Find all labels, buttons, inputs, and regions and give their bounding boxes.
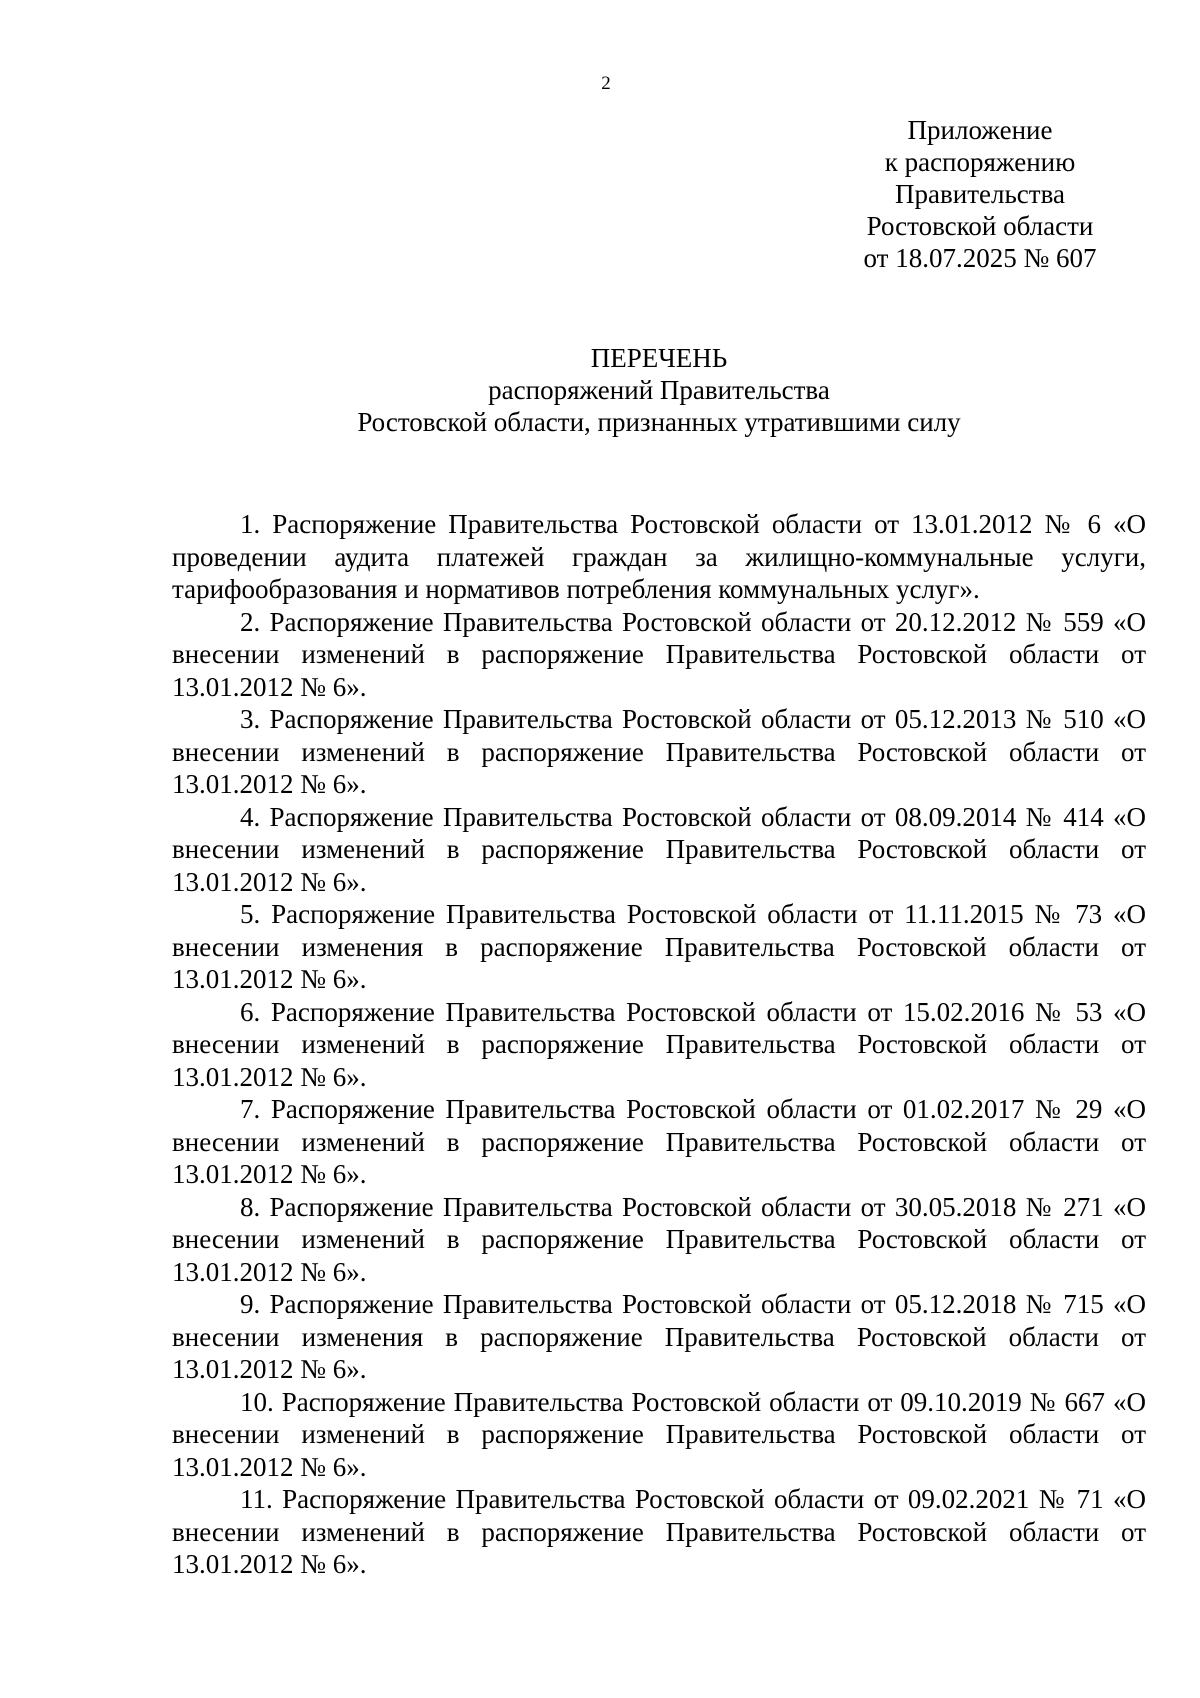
list-of-orders: [172, 508, 1146, 1581]
list-item: 7. Распоряжение Правительства Ростовской области от 01.02.2017 № 29 «О внесении изменений в распоряжение Правительства Ростовской области от 13.01.2012 № 6».: [172, 1094, 1146, 1189]
appendix-header: [830, 114, 1130, 274]
list-item: 3. Распоряжение Правительства Ростовской области от 05.12.2013 № 510 «О внесении изменений в распоряжение Правительства Ростовской области от 13.01.2012 № 6».: [172, 704, 1146, 799]
title-line-3: Ростовской области, признанных утратившими силу: [357, 407, 961, 437]
list-item: 1. Распоряжение Правительства Ростовской области от 13.01.2012 № 6 «О проведении аудита платежей граждан за жилищно-коммунальные услуги, тарифообразования и нормативов потребления коммунальных услуг».: [172, 509, 1146, 604]
list-item: 10. Распоряжение Правительства Ростовской области от 09.10.2019 № 667 «О внесении изменений в распоряжение Правительства Ростовской области от 13.01.2012 № 6».: [172, 1386, 1146, 1482]
title-heading: ПЕРЕЧЕНЬ: [590, 343, 728, 373]
appendix-line-4: Ростовской области: [866, 211, 1094, 241]
document-title: [170, 342, 1148, 438]
title-line-2: распоряжений Правительства: [488, 375, 830, 405]
list-item: 2. Распоряжение Правительства Ростовской области от 20.12.2012 № 559 «О внесении изменений в распоряжение Правительства Ростовской области от 13.01.2012 № 6».: [172, 606, 1146, 702]
list-item: 6. Распоряжение Правительства Ростовской области от 15.02.2016 № 53 «О внесении изменений в распоряжение Правительства Ростовской области от 13.01.2012 № 6».: [172, 996, 1146, 1092]
list-item: 4. Распоряжение Правительства Ростовской области от 08.09.2014 № 414 «О внесении изменений в распоряжение Правительства Ростовской области от 13.01.2012 № 6».: [172, 801, 1146, 897]
appendix-line-5: от 18.07.2025 № 607: [863, 243, 1097, 273]
appendix-line-3: Правительства: [895, 179, 1065, 209]
appendix-line-1: Приложение: [907, 115, 1053, 145]
page-number: 2: [601, 73, 611, 94]
list-item: 8. Распоряжение Правительства Ростовской области от 30.05.2018 № 271 «О внесении изменений в распоряжение Правительства Ростовской области от 13.01.2012 № 6».: [172, 1191, 1146, 1287]
appendix-line-2: к распоряжению: [884, 147, 1076, 177]
list-item: 5. Распоряжение Правительства Ростовской области от 11.11.2015 № 73 «О внесении изменения в распоряжение Правительства Ростовской области от 13.01.2012 № 6».: [172, 899, 1146, 994]
list-item: 11. Распоряжение Правительства Ростовской области от 09.02.2021 № 71 «О внесении изменений в распоряжение Правительства Ростовской области от 13.01.2012 № 6».: [172, 1484, 1146, 1579]
list-item: 9. Распоряжение Правительства Ростовской области от 05.12.2018 № 715 «О внесении изменения в распоряжение Правительства Ростовской области от 13.01.2012 № 6».: [172, 1289, 1146, 1384]
